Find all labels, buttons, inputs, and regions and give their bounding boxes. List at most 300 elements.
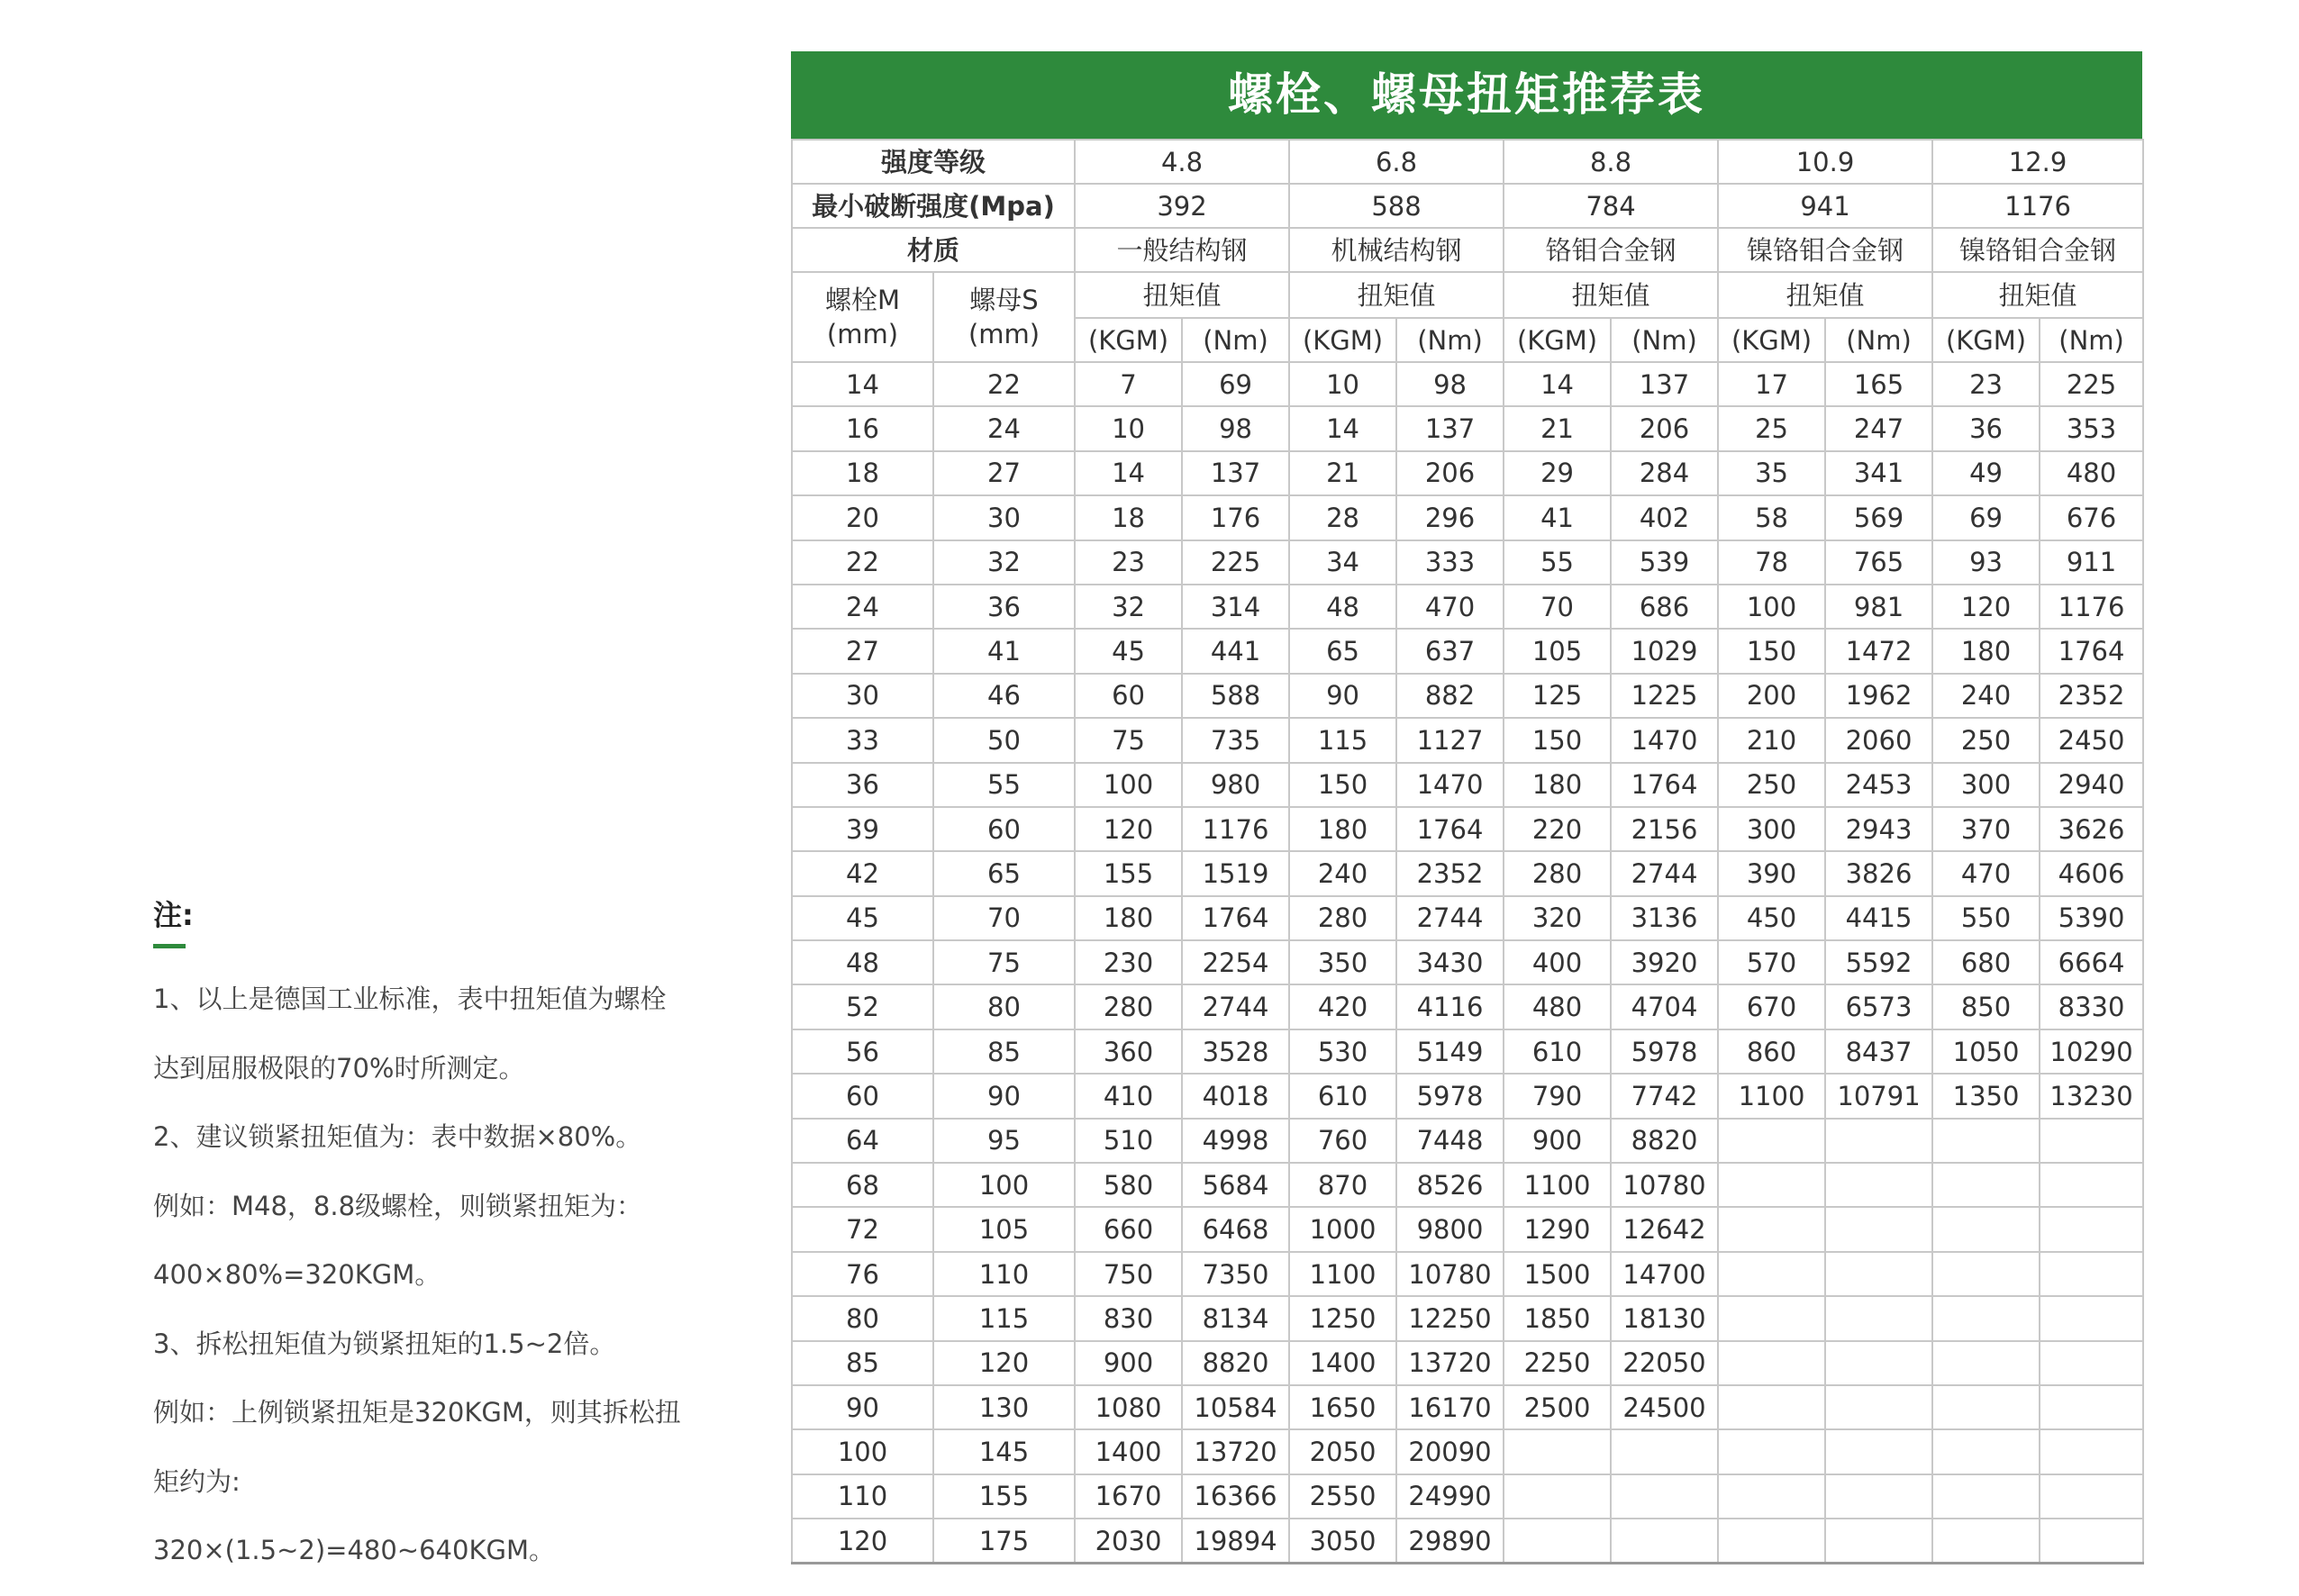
table-cell: 41 <box>933 629 1075 673</box>
table-cell: 2744 <box>1396 896 1504 940</box>
table-cell: 765 <box>1825 540 1932 585</box>
table-cell: 69 <box>1932 495 2040 540</box>
table-cell: 150 <box>1718 629 1825 673</box>
table-cell: 24 <box>933 406 1075 450</box>
table-cell: 72 <box>792 1207 933 1251</box>
table-cell: 80 <box>792 1296 933 1340</box>
table-cell: 1670 <box>1075 1474 1182 1519</box>
table-cell <box>1718 1119 1825 1163</box>
table-cell: 55 <box>933 763 1075 807</box>
table-cell: 60 <box>933 807 1075 851</box>
table-row <box>792 1074 2143 1118</box>
note-line: 达到屈服极限的70%时所测定。 <box>153 1052 525 1084</box>
table-cell: 7 <box>1075 362 1182 406</box>
table-cell: 5149 <box>1396 1029 1504 1074</box>
table-cell: 48 <box>1289 585 1396 629</box>
table-cell: 120 <box>933 1341 1075 1385</box>
table-cell: 3528 <box>1182 1029 1289 1074</box>
table-title: 螺栓、螺母扭矩推荐表 <box>791 51 2142 139</box>
table-cell: 580 <box>1075 1163 1182 1207</box>
unit-nm: (Nm) <box>1396 318 1504 362</box>
table-cell: 1764 <box>1396 807 1504 851</box>
strength-value: 392 <box>1075 184 1289 228</box>
table-cell: 370 <box>1932 807 2040 851</box>
grade-value: 8.8 <box>1504 140 1718 184</box>
material-row <box>792 228 2143 272</box>
table-cell: 296 <box>1396 495 1504 540</box>
table-cell: 206 <box>1396 451 1504 495</box>
table-cell <box>1611 1519 1718 1563</box>
table-cell: 870 <box>1289 1163 1396 1207</box>
table-cell: 25 <box>1718 406 1825 450</box>
table-cell: 441 <box>1182 629 1289 673</box>
table-cell: 1029 <box>1611 629 1718 673</box>
table-cell: 569 <box>1825 495 1932 540</box>
table-cell: 6468 <box>1182 1207 1289 1251</box>
table-cell: 105 <box>933 1207 1075 1251</box>
table-cell: 155 <box>933 1474 1075 1519</box>
table-cell: 1400 <box>1289 1341 1396 1385</box>
table-cell: 225 <box>1182 540 1289 585</box>
table-cell: 10 <box>1075 406 1182 450</box>
table-cell: 58 <box>1718 495 1825 540</box>
table-cell: 2060 <box>1825 718 1932 762</box>
table-cell: 52 <box>792 984 933 1029</box>
table-cell: 735 <box>1182 718 1289 762</box>
table-cell <box>1932 1163 2040 1207</box>
table-cell <box>1718 1296 1825 1340</box>
table-row <box>792 1029 2143 1074</box>
table-cell: 1500 <box>1504 1252 1611 1296</box>
table-cell: 390 <box>1718 851 1825 895</box>
table-cell: 60 <box>1075 674 1182 718</box>
table-cell: 860 <box>1718 1029 1825 1074</box>
table-cell: 539 <box>1611 540 1718 585</box>
table-cell: 90 <box>1289 674 1396 718</box>
table-cell: 29890 <box>1396 1519 1504 1563</box>
table-cell: 70 <box>933 896 1075 940</box>
table-cell: 50 <box>933 718 1075 762</box>
table-cell <box>1932 1385 2040 1429</box>
table-cell: 33 <box>792 718 933 762</box>
table-cell: 68 <box>792 1163 933 1207</box>
table-row <box>792 1385 2143 1429</box>
table-cell: 280 <box>1075 984 1182 1029</box>
table-cell: 2450 <box>2040 718 2143 762</box>
table-cell: 220 <box>1504 807 1611 851</box>
table-cell: 18 <box>1075 495 1182 540</box>
table-cell: 64 <box>792 1119 933 1163</box>
table-cell: 1470 <box>1396 763 1504 807</box>
table-cell: 8820 <box>1182 1341 1289 1385</box>
table-cell <box>1932 1474 2040 1519</box>
table-cell <box>2040 1207 2143 1251</box>
table-cell <box>2040 1429 2143 1474</box>
note-line: 3、拆松扭矩值为锁紧扭矩的1.5~2倍。 <box>153 1328 616 1359</box>
table-cell: 402 <box>1611 495 1718 540</box>
table-cell: 20 <box>792 495 933 540</box>
table-cell: 36 <box>1932 406 2040 450</box>
table-cell <box>1718 1385 1825 1429</box>
table-cell: 21 <box>1289 451 1396 495</box>
table-cell: 4415 <box>1825 896 1932 940</box>
table-cell: 1100 <box>1289 1252 1396 1296</box>
table-cell: 4018 <box>1182 1074 1289 1118</box>
note-line: 320×(1.5~2)=480~640KGM。 <box>153 1535 555 1565</box>
table-cell: 115 <box>933 1296 1075 1340</box>
table-cell: 1764 <box>1182 896 1289 940</box>
table-cell <box>2040 1119 2143 1163</box>
table-cell: 410 <box>1075 1074 1182 1118</box>
table-cell: 90 <box>792 1385 933 1429</box>
table-cell: 39 <box>792 807 933 851</box>
table-cell <box>1825 1207 1932 1251</box>
note-line: 1、以上是德国工业标准，表中扭矩值为螺栓 <box>153 984 667 1014</box>
table-cell <box>1825 1296 1932 1340</box>
table-row <box>792 451 2143 495</box>
torque-header: 扭矩值 <box>1932 272 2143 318</box>
table-cell: 7742 <box>1611 1074 1718 1118</box>
table-cell: 2352 <box>1396 851 1504 895</box>
table-cell: 36 <box>792 763 933 807</box>
table-cell: 14 <box>1075 451 1182 495</box>
table-row <box>792 940 2143 984</box>
table-row <box>792 540 2143 585</box>
unit-nm: (Nm) <box>1182 318 1289 362</box>
table-cell: 41 <box>1504 495 1611 540</box>
table-cell: 70 <box>1504 585 1611 629</box>
table-cell: 480 <box>2040 451 2143 495</box>
table-cell: 145 <box>933 1429 1075 1474</box>
table-cell: 8134 <box>1182 1296 1289 1340</box>
table-cell <box>1504 1519 1611 1563</box>
table-cell: 93 <box>1932 540 2040 585</box>
table-cell: 350 <box>1289 940 1396 984</box>
unit-nm: (Nm) <box>1611 318 1718 362</box>
table-row <box>792 585 2143 629</box>
table-cell: 1650 <box>1289 1385 1396 1429</box>
table-cell: 570 <box>1718 940 1825 984</box>
table-cell <box>2040 1163 2143 1207</box>
table-cell: 98 <box>1182 406 1289 450</box>
unit-nm: (Nm) <box>1825 318 1932 362</box>
table-cell: 510 <box>1075 1119 1182 1163</box>
table-cell <box>2040 1296 2143 1340</box>
table-cell: 4998 <box>1182 1119 1289 1163</box>
table-cell <box>1825 1163 1932 1207</box>
table-cell: 760 <box>1289 1119 1396 1163</box>
table-cell: 470 <box>1396 585 1504 629</box>
table-cell: 2744 <box>1611 851 1718 895</box>
table-cell <box>1504 1429 1611 1474</box>
table-cell <box>1932 1429 2040 1474</box>
table-cell: 8330 <box>2040 984 2143 1029</box>
table-cell: 420 <box>1289 984 1396 1029</box>
torque-header: 扭矩值 <box>1075 272 1289 318</box>
table-cell <box>2040 1519 2143 1563</box>
strength-value: 1176 <box>1932 184 2143 228</box>
table-cell: 5978 <box>1611 1029 1718 1074</box>
table-cell: 882 <box>1396 674 1504 718</box>
table-cell: 22 <box>792 540 933 585</box>
table-cell: 27 <box>792 629 933 673</box>
table-cell: 3626 <box>2040 807 2143 851</box>
table-cell: 670 <box>1718 984 1825 1029</box>
table-cell: 911 <box>2040 540 2143 585</box>
table-cell <box>1825 1519 1932 1563</box>
note-line: 例如：M48，8.8级螺栓，则锁紧扭矩为： <box>153 1190 643 1221</box>
table-cell: 16366 <box>1182 1474 1289 1519</box>
table-cell: 480 <box>1504 984 1611 1029</box>
table-cell <box>1504 1474 1611 1519</box>
table-cell: 28 <box>1289 495 1396 540</box>
table-row <box>792 896 2143 940</box>
table-cell: 2744 <box>1182 984 1289 1029</box>
table-cell: 46 <box>933 674 1075 718</box>
table-cell: 75 <box>933 940 1075 984</box>
table-cell: 637 <box>1396 629 1504 673</box>
table-cell: 48 <box>792 940 933 984</box>
strength-row <box>792 184 2143 228</box>
table-cell: 80 <box>933 984 1075 1029</box>
table-cell: 155 <box>1075 851 1182 895</box>
strength-value: 588 <box>1289 184 1504 228</box>
note-line: 2、建议锁紧扭矩值为：表中数据×80%。 <box>153 1121 642 1152</box>
table-row <box>792 1474 2143 1519</box>
table-cell: 8526 <box>1396 1163 1504 1207</box>
table-cell: 180 <box>1289 807 1396 851</box>
nut-size-header: 螺母S (mm) <box>933 272 1075 362</box>
table-row <box>792 807 2143 851</box>
table-cell: 49 <box>1932 451 2040 495</box>
table-cell <box>2040 1385 2143 1429</box>
table-cell: 18130 <box>1611 1296 1718 1340</box>
table-cell: 14700 <box>1611 1252 1718 1296</box>
material-value: 镍铬钼合金钢 <box>1718 228 1932 272</box>
table-cell: 8437 <box>1825 1029 1932 1074</box>
grade-value: 4.8 <box>1075 140 1289 184</box>
table-cell: 750 <box>1075 1252 1182 1296</box>
table-row <box>792 674 2143 718</box>
table-cell <box>1825 1252 1932 1296</box>
table-cell: 100 <box>1075 763 1182 807</box>
table-cell: 450 <box>1718 896 1825 940</box>
table-cell: 1290 <box>1504 1207 1611 1251</box>
table-row <box>792 1296 2143 1340</box>
table-cell: 16 <box>792 406 933 450</box>
table-row <box>792 718 2143 762</box>
table-cell <box>1718 1252 1825 1296</box>
table-cell: 105 <box>1504 629 1611 673</box>
table-cell: 100 <box>792 1429 933 1474</box>
table-cell: 14 <box>1504 362 1611 406</box>
table-cell: 3826 <box>1825 851 1932 895</box>
table-cell: 900 <box>1504 1119 1611 1163</box>
table-cell: 2453 <box>1825 763 1932 807</box>
table-cell <box>1718 1474 1825 1519</box>
table-cell <box>1718 1207 1825 1251</box>
table-cell: 660 <box>1075 1207 1182 1251</box>
table-cell: 100 <box>933 1163 1075 1207</box>
table-cell: 1225 <box>1611 674 1718 718</box>
table-cell <box>1825 1474 1932 1519</box>
table-cell: 1472 <box>1825 629 1932 673</box>
strength-label: 最小破断强度(Mpa) <box>792 184 1075 228</box>
table-cell: 210 <box>1718 718 1825 762</box>
table-cell: 75 <box>1075 718 1182 762</box>
table-cell: 4606 <box>2040 851 2143 895</box>
table-cell <box>1611 1474 1718 1519</box>
table-cell: 1764 <box>1611 763 1718 807</box>
table-cell: 125 <box>1504 674 1611 718</box>
material-value: 机械结构钢 <box>1289 228 1504 272</box>
table-cell: 680 <box>1932 940 2040 984</box>
table-cell <box>1718 1429 1825 1474</box>
table-cell: 333 <box>1396 540 1504 585</box>
note-line: 400×80%=320KGM。 <box>153 1259 441 1290</box>
table-cell: 76 <box>792 1252 933 1296</box>
note-line: 矩约为: <box>153 1465 241 1497</box>
torque-table <box>791 139 2144 1564</box>
table-cell: 1000 <box>1289 1207 1396 1251</box>
unit-kgm: (KGM) <box>1504 318 1611 362</box>
table-cell: 1470 <box>1611 718 1718 762</box>
table-row <box>792 629 2143 673</box>
table-cell: 45 <box>1075 629 1182 673</box>
table-cell: 85 <box>792 1341 933 1385</box>
table-cell: 4704 <box>1611 984 1718 1029</box>
table-cell: 12250 <box>1396 1296 1504 1340</box>
table-cell: 3920 <box>1611 940 1718 984</box>
table-cell: 980 <box>1182 763 1289 807</box>
table-cell: 550 <box>1932 896 2040 940</box>
table-cell <box>1932 1341 2040 1385</box>
table-cell: 900 <box>1075 1341 1182 1385</box>
table-cell: 24 <box>792 585 933 629</box>
table-cell: 120 <box>792 1519 933 1563</box>
table-cell: 4116 <box>1396 984 1504 1029</box>
table-cell: 36 <box>933 585 1075 629</box>
table-cell: 24990 <box>1396 1474 1504 1519</box>
table-cell: 32 <box>1075 585 1182 629</box>
table-cell: 250 <box>1932 718 2040 762</box>
table-cell: 180 <box>1932 629 2040 673</box>
table-cell: 790 <box>1504 1074 1611 1118</box>
notes-panel <box>153 897 730 1585</box>
table-cell <box>1932 1519 2040 1563</box>
table-cell: 35 <box>1718 451 1825 495</box>
table-cell: 5592 <box>1825 940 1932 984</box>
table-cell: 98 <box>1396 362 1504 406</box>
table-cell: 137 <box>1182 451 1289 495</box>
table-cell <box>1718 1163 1825 1207</box>
table-cell: 56 <box>792 1029 933 1074</box>
strength-value: 784 <box>1504 184 1718 228</box>
torque-header: 扭矩值 <box>1289 272 1504 318</box>
table-cell: 10791 <box>1825 1074 1932 1118</box>
table-cell: 7448 <box>1396 1119 1504 1163</box>
notes-title-underline <box>153 944 186 948</box>
grade-value: 12.9 <box>1932 140 2143 184</box>
table-row <box>792 1519 2143 1563</box>
table-cell: 13720 <box>1396 1341 1504 1385</box>
table-cell: 200 <box>1718 674 1825 718</box>
table-cell: 137 <box>1611 362 1718 406</box>
table-cell: 341 <box>1825 451 1932 495</box>
table-cell: 320 <box>1504 896 1611 940</box>
table-cell: 10290 <box>2040 1029 2143 1074</box>
table-cell: 10584 <box>1182 1385 1289 1429</box>
table-cell: 115 <box>1289 718 1396 762</box>
table-cell: 300 <box>1932 763 2040 807</box>
table-cell: 8820 <box>1611 1119 1718 1163</box>
table-cell: 137 <box>1396 406 1504 450</box>
table-cell: 55 <box>1504 540 1611 585</box>
table-cell: 225 <box>2040 362 2143 406</box>
table-cell: 830 <box>1075 1296 1182 1340</box>
table-cell: 65 <box>1289 629 1396 673</box>
table-cell: 18 <box>792 451 933 495</box>
table-cell <box>1932 1296 2040 1340</box>
table-cell: 2943 <box>1825 807 1932 851</box>
table-cell: 10780 <box>1611 1163 1718 1207</box>
table-cell: 353 <box>2040 406 2143 450</box>
table-cell: 34 <box>1289 540 1396 585</box>
table-cell: 120 <box>1075 807 1182 851</box>
material-value: 一般结构钢 <box>1075 228 1289 272</box>
table-cell: 530 <box>1289 1029 1396 1074</box>
bolt-size-header: 螺栓M (mm) <box>792 272 933 362</box>
table-cell: 17 <box>1718 362 1825 406</box>
table-cell: 610 <box>1289 1074 1396 1118</box>
table-cell: 850 <box>1932 984 2040 1029</box>
table-cell: 1127 <box>1396 718 1504 762</box>
grade-label: 强度等级 <box>792 140 1075 184</box>
table-cell: 2050 <box>1289 1429 1396 1474</box>
table-cell: 85 <box>933 1029 1075 1074</box>
table-cell: 280 <box>1504 851 1611 895</box>
table-cell: 1764 <box>2040 629 2143 673</box>
table-cell: 42 <box>792 851 933 895</box>
torque-header: 扭矩值 <box>1718 272 1932 318</box>
table-cell: 1176 <box>1182 807 1289 851</box>
table-cell: 1100 <box>1504 1163 1611 1207</box>
table-cell: 610 <box>1504 1029 1611 1074</box>
table-cell: 23 <box>1932 362 2040 406</box>
table-cell: 14 <box>792 362 933 406</box>
unit-kgm: (KGM) <box>1932 318 2040 362</box>
material-label: 材质 <box>792 228 1075 272</box>
table-cell: 165 <box>1825 362 1932 406</box>
table-cell: 230 <box>1075 940 1182 984</box>
table-cell: 1100 <box>1718 1074 1825 1118</box>
table-cell <box>1825 1385 1932 1429</box>
table-cell: 110 <box>933 1252 1075 1296</box>
unit-kgm: (KGM) <box>1075 318 1182 362</box>
table-cell: 120 <box>1932 585 2040 629</box>
table-cell <box>1932 1252 2040 1296</box>
table-row <box>792 1341 2143 1385</box>
table-cell: 22 <box>933 362 1075 406</box>
torque-table-panel <box>791 51 2142 1564</box>
table-cell: 78 <box>1718 540 1825 585</box>
table-cell <box>1932 1119 2040 1163</box>
table-cell: 1400 <box>1075 1429 1182 1474</box>
note-line: 例如：上例锁紧扭矩是320KGM，则其拆松扭 <box>153 1397 681 1428</box>
unit-kgm: (KGM) <box>1718 318 1825 362</box>
table-cell: 29 <box>1504 451 1611 495</box>
grade-value: 10.9 <box>1718 140 1932 184</box>
